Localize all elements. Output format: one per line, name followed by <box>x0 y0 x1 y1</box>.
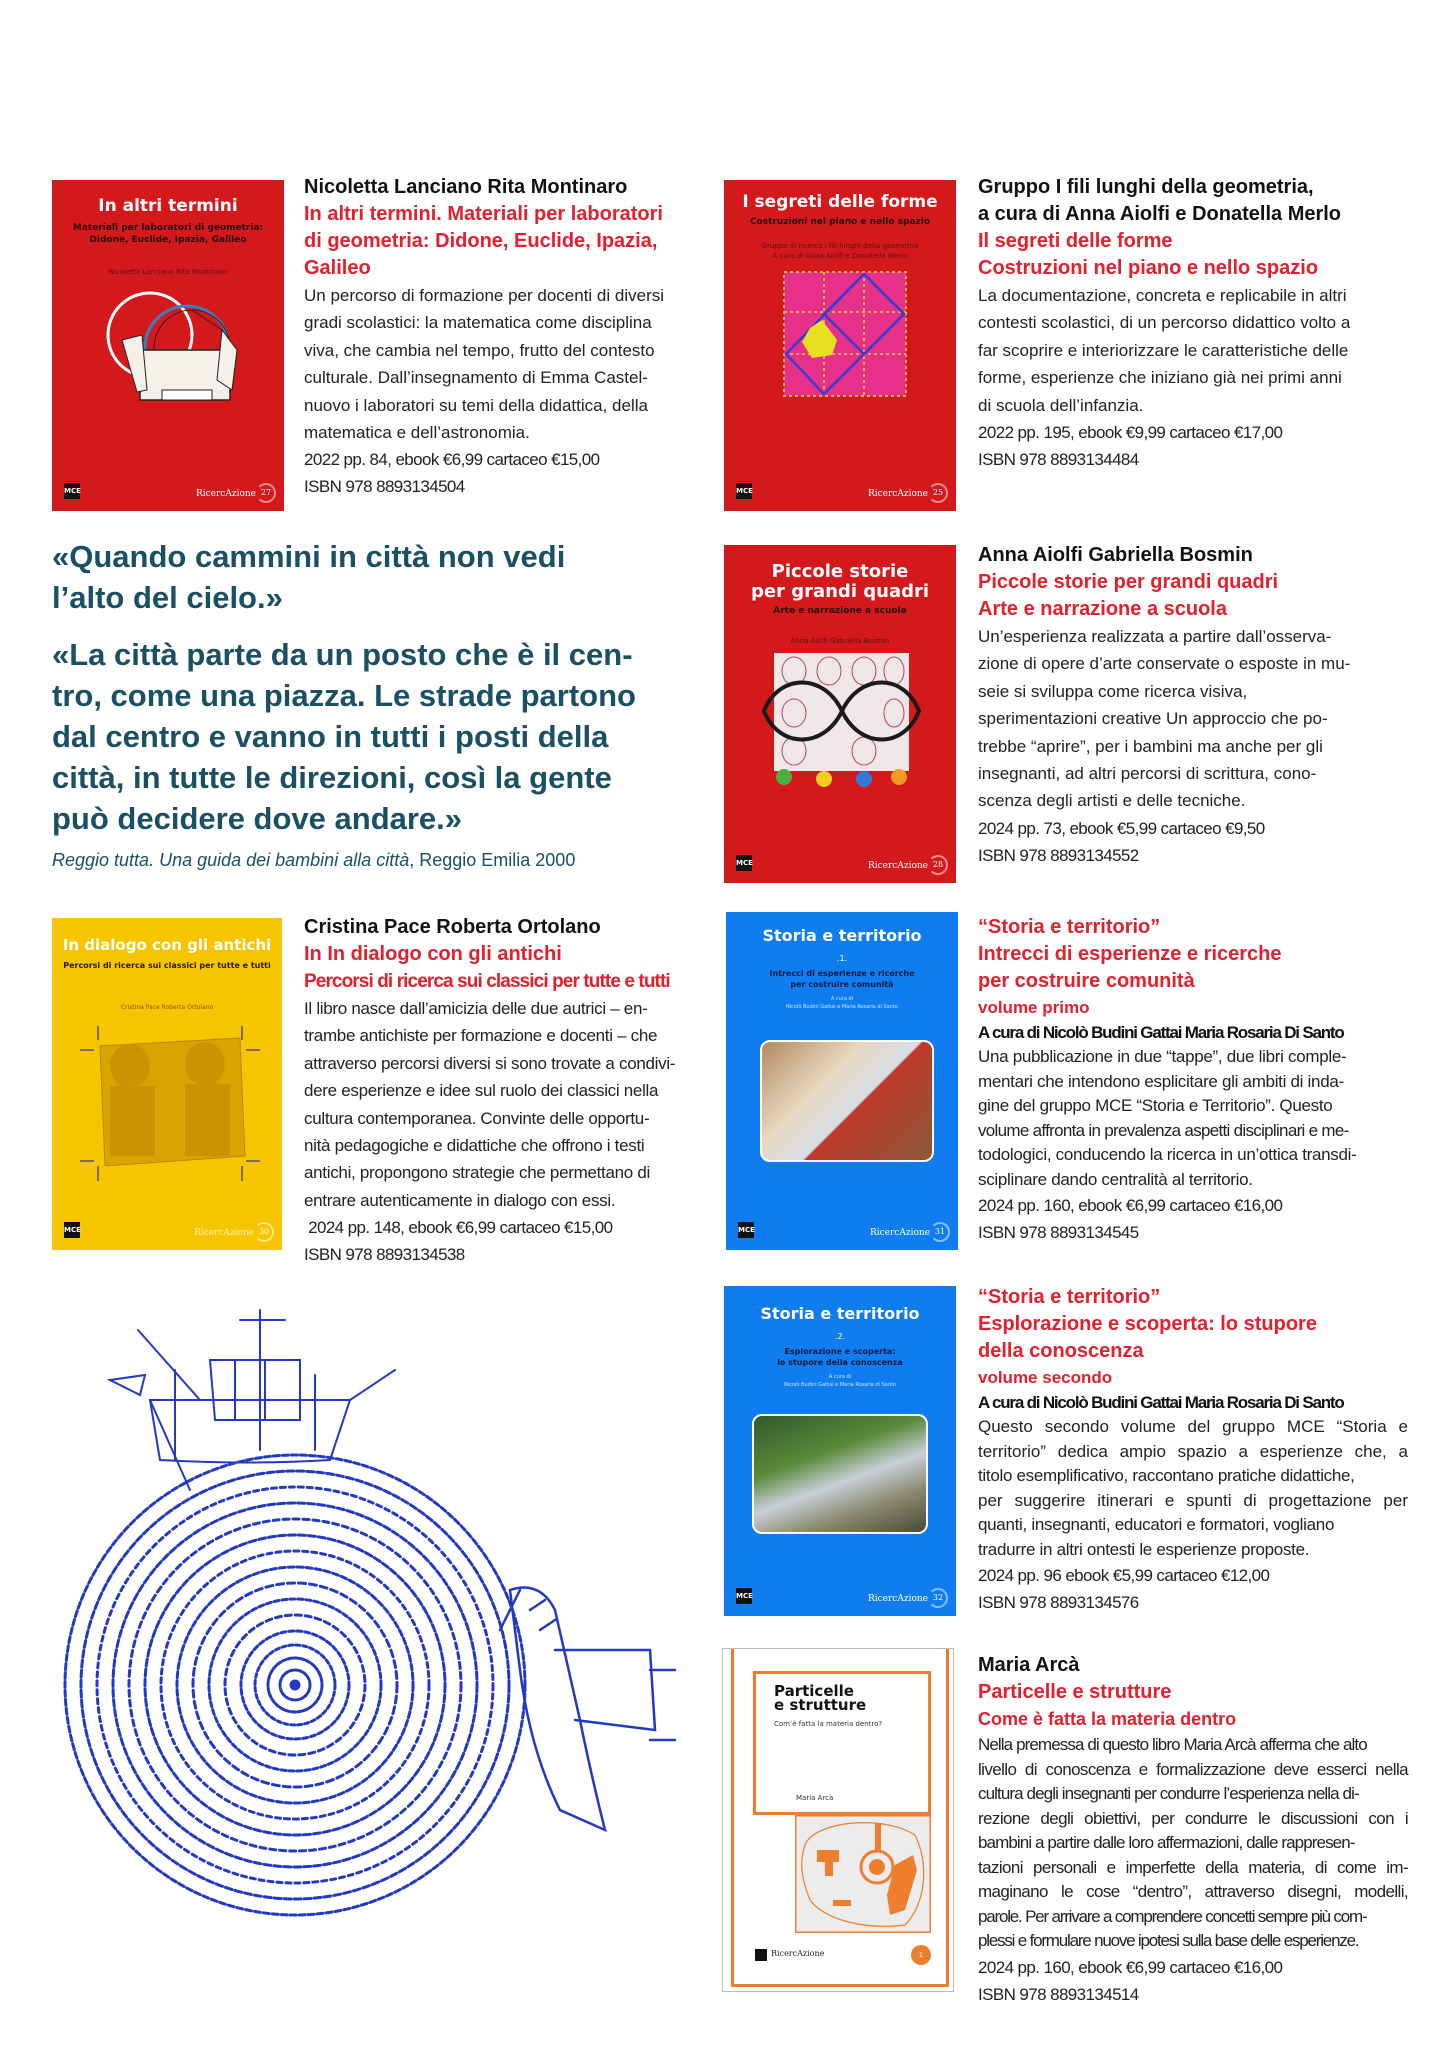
book-price-info: 2024 pp. 160, ebook €6,99 cartaceo €16,00 <box>978 1196 1283 1215</box>
book-title-line: Galileo <box>304 257 371 279</box>
faces-artwork-illustration-icon <box>754 653 929 788</box>
cover-series: RicercAzione <box>771 1949 825 1958</box>
mce-logo-icon: MCE <box>736 483 752 499</box>
cover-authors: Nicoletta Lanciano Rita Montinaro <box>108 268 228 276</box>
book-cover-storia-territorio-1 <box>726 912 958 1250</box>
book-description-line: parole. Per arrivare a comprendere concetti sempre più com- <box>978 1906 1367 1926</box>
book-author: Cristina Pace Roberta Ortolano <box>304 916 601 938</box>
book-cover-piccole-storie <box>724 545 956 883</box>
book-entry-piccole-storie <box>978 542 1408 869</box>
book-isbn: ISBN 978 8893134538 <box>304 1245 465 1265</box>
book-title-line: “Storia e territorio” <box>978 1286 1161 1308</box>
cover-number: 25 <box>928 483 948 503</box>
book-description-line: insegnanti, ad altri percorsi di scrittura, cono- <box>978 764 1317 784</box>
cover-authors-line: Gruppo di ricerca I fili lunghi della geometria <box>761 242 919 250</box>
cover-title: Storia e territorio <box>762 926 922 945</box>
book-description-line: plessi e formulare nuove ipotesi sulla base delle esperienze. <box>978 1931 1359 1950</box>
book-entry-segreti-delle-forme <box>978 174 1408 473</box>
relief-sculpture-illustration-icon <box>80 1026 260 1191</box>
book-description-line: viva, che cambia nel tempo, frutto del contesto <box>304 340 655 360</box>
book-title-line: Percorsi di ricerca sui classici per tutte e tutti <box>304 971 670 992</box>
cover-series: RicercAzione <box>867 861 928 871</box>
book-price-info: 2024 pp. 73, ebook €5,99 cartaceo €9,50 <box>978 818 1265 838</box>
whirlpool-ships-illustration <box>50 1290 690 1970</box>
book-description-line: trambe antichiste per formazione e docenti – che <box>304 1026 658 1046</box>
quote-line: dal centro e vanno in tutti i posti della <box>52 719 609 754</box>
book-title-line: Esplorazione e scoperta: lo stupore <box>978 1313 1317 1335</box>
cover-number: 31 <box>930 1222 950 1242</box>
book-title-line: per costruire comunità <box>978 970 1195 992</box>
quote-source-place: , Reggio Emilia 2000 <box>409 850 576 870</box>
book-editors: A cura di Nicolò Budini Gattai Maria Rosaria Di Santo <box>978 1393 1344 1412</box>
cover-subtitle-line: Esplorazione e scoperta: <box>784 1347 896 1356</box>
book-description-line: Un percorso di formazione per docenti di diversi <box>304 286 665 305</box>
book-description-line: far scoprire e interiorizzare le caratteristiche delle <box>978 340 1349 360</box>
book-description-line: zione di opere d’arte conservate o esposte in mu- <box>978 654 1351 674</box>
cover-series: RicercAzione <box>195 489 256 499</box>
cover-subtitle-line: Intrecci di esperienze e ricerche <box>769 969 915 978</box>
book-description-line: maginano le cose “dentro”, attraverso disegni, modelli, <box>978 1882 1408 1901</box>
book-description-line: cultura contemporanea. Convinte delle opportu- <box>304 1108 650 1128</box>
book-title-line: In In dialogo con gli antichi <box>304 943 562 965</box>
book-price-info: 2022 pp. 195, ebook €9,99 cartaceo €17,00 <box>978 423 1283 443</box>
book-description-line: contesti scolastici, di un percorso didattico volto a <box>978 313 1351 333</box>
book-description-line: attraverso percorsi diversi si sono trovate a condivi- <box>304 1053 676 1073</box>
cover-title-line: per grandi quadri <box>750 581 930 602</box>
cover-volume-number: .2. <box>834 1332 846 1341</box>
ricercazione-logo-icon <box>755 1949 767 1961</box>
cover-series: RicercAzione <box>869 1228 930 1238</box>
pull-quote <box>52 536 692 873</box>
quote-line: «Quando cammini in città non vedi <box>52 539 566 574</box>
geometry-illustration-icon <box>92 280 252 420</box>
cover-subtitle: Percorsi di ricerca sui classici per tutte e tutti <box>63 961 271 970</box>
cover-number: 30 <box>254 1222 274 1242</box>
book-description-line: tradurre in altri ontesti le esperienze proposte. <box>978 1539 1310 1559</box>
book-description-line: sperimentazioni creative Un approccio che po- <box>978 709 1328 729</box>
cover-subtitle-line: per costruire comunità <box>790 980 894 989</box>
book-title-line: “Storia e territorio” <box>978 916 1161 938</box>
cover-number: 1 <box>911 1945 931 1965</box>
book-isbn: ISBN 978 8893134484 <box>978 450 1139 470</box>
book-editors: A cura di Nicolò Budini Gattai Maria Rosaria Di Santo <box>978 1023 1344 1042</box>
quote-first <box>52 536 692 618</box>
book-entry-dialogo-antichi <box>304 914 724 1268</box>
cover-subtitle: Com’è fatta la materia dentro? <box>774 1720 883 1728</box>
cover-subtitle-line: Materiali per laboratori di geometria: <box>72 223 264 233</box>
book-description-line: Il libro nasce dall’amicizia delle due autrici – en- <box>304 999 648 1018</box>
book-author: Nicoletta Lanciano Rita Montinaro <box>304 176 628 198</box>
book-entry-storia-territorio-1 <box>978 914 1408 1246</box>
cover-series: RicercAzione <box>193 1228 254 1238</box>
cover-curators-line: A cura di <box>830 996 854 1002</box>
book-description-line: titolo esemplificativo, raccontano pratiche didattiche, <box>978 1466 1355 1485</box>
quote-line: l’alto del cielo.» <box>52 580 283 615</box>
cover-curators-line: A cura di <box>828 1374 852 1380</box>
book-description-line: livello di conoscenza e formalizzazione deve esserci nella <box>978 1759 1408 1779</box>
book-description-line: Una pubblicazione in due “tappe”, due libri comple- <box>978 1047 1347 1066</box>
book-description-line: per suggerire itinerari e spunti di progettazione per <box>978 1490 1408 1510</box>
mce-logo-icon: MCE <box>64 483 80 499</box>
book-description-line: forme, esperienze che iniziano già nei primi anni <box>978 368 1342 388</box>
cover-title-box <box>753 1671 931 1815</box>
book-description-line: Un’esperienza realizzata a partire dall’osserva- <box>978 627 1332 646</box>
book-cover-storia-territorio-2 <box>724 1286 956 1616</box>
book-description-line: sciplinare dando centralità al territorio. <box>978 1169 1253 1189</box>
book-isbn: ISBN 978 8893134545 <box>978 1223 1139 1242</box>
geometric-shapes-illustration-icon <box>782 270 922 410</box>
book-description-line: volume affronta in prevalenza aspetti disciplinari e me- <box>978 1120 1349 1140</box>
book-description-line: nuovo i laboratori su temi della didattica, della <box>304 395 648 415</box>
book-description-line: trebbe “aprire”, per i bambini ma anche per gli <box>978 736 1323 756</box>
book-title-line: della conoscenza <box>978 1340 1144 1362</box>
quote-line: «La città parte da un posto che è il cen- <box>52 637 633 672</box>
cover-number: 32 <box>928 1588 948 1608</box>
book-volume: volume secondo <box>978 1368 1113 1387</box>
book-description-line: nità pedagogiche e didattiche che offrono i testi <box>304 1136 645 1156</box>
cover-photo <box>752 1414 928 1534</box>
cover-number: 28 <box>928 855 948 875</box>
book-description-line: antichi, propongono strategie che permettano di <box>304 1163 650 1183</box>
cover-title-line: e strutture <box>774 1696 867 1714</box>
book-cover-particelle-strutture <box>722 1648 954 1992</box>
book-title-line: In altri termini. Materiali per laboratori <box>304 203 663 225</box>
book-description-line: matematica e dell’astronomia. <box>304 423 530 443</box>
book-title-line: Particelle e strutture <box>978 1681 1172 1703</box>
quote-line: può decidere dove andare.» <box>52 801 463 836</box>
book-price-info: 2022 pp. 84, ebook €6,99 cartaceo €15,00 <box>304 450 600 470</box>
book-price-info: 2024 pp. 160, ebook €6,99 cartaceo €16,00 <box>978 1957 1283 1977</box>
cover-title: Storia e territorio <box>760 1304 920 1323</box>
cover-subtitle-line: Didone, Euclide, Ipazia, Galileo <box>89 235 247 245</box>
book-description-line: entrare autenticamente in dialogo con essi. <box>304 1190 616 1210</box>
book-author: Anna Aiolfi Gabriella Bosmin <box>978 544 1253 566</box>
book-description-line: dere esperienze e idee sul ruolo dei classici nella <box>304 1081 659 1101</box>
book-description-line: todologici, conducendo la ricerca in un’ottica transdi- <box>978 1145 1357 1164</box>
book-author-line: Gruppo I fili lunghi della geometria, <box>978 176 1314 198</box>
cover-curators-line: Nicolò Budini Gattai e Maria Rosaria di Santo <box>784 1382 896 1388</box>
mce-logo-icon: MCE <box>738 1222 754 1238</box>
book-price-info: 2024 pp. 96 ebook €5,99 cartaceo €12,00 <box>978 1566 1270 1585</box>
book-entry-particelle-strutture <box>978 1652 1408 2008</box>
book-description-line: di scuola dell’infanzia. <box>978 395 1144 415</box>
book-description-line: territorio” dedica ampio spazio a esperienze che, a <box>978 1441 1408 1461</box>
quote-source <box>52 847 692 873</box>
book-price-info: 2024 pp. 148, ebook €6,99 cartaceo €15,00 <box>304 1218 613 1238</box>
book-description-line: gradi scolastici: la matematica come disciplina <box>304 313 652 333</box>
cover-number: 27 <box>256 483 276 503</box>
child-drawing-illustration-icon <box>795 1815 931 1933</box>
quote-second <box>52 634 692 839</box>
cover-volume-number: .1. <box>836 954 848 963</box>
cover-subtitle: Arte e narrazione a scuola <box>773 606 907 616</box>
book-author: Maria Arcà <box>978 1654 1080 1676</box>
book-description-line: gine del gruppo MCE “Storia e Territorio”. Questo <box>978 1096 1333 1115</box>
book-description-line: La documentazione, concreta e replicabile in altri <box>978 286 1347 305</box>
cover-subtitle-line: lo stupore della conoscenza <box>777 1358 903 1367</box>
book-cover-segreti-delle-forme <box>724 180 956 511</box>
book-description-line: Questo secondo volume del gruppo MCE “Storia e <box>978 1417 1408 1436</box>
cover-authors: Anna Aiolfi Gabriella Bosmin <box>790 637 890 645</box>
book-description-line: culturale. Dall’insegnamento di Emma Castel- <box>304 368 648 388</box>
cover-curators-line: Nicolò Budini Gattai e Maria Rosaria di Santo <box>786 1004 898 1010</box>
book-description-line: Nella premessa di questo libro Maria Arcà afferma che alto <box>978 1735 1367 1754</box>
book-title-line: Arte e narrazione a scuola <box>978 598 1227 620</box>
cover-series: RicercAzione <box>867 489 928 499</box>
book-description-line: tazioni personali e imperfette della materia, di come im- <box>978 1857 1408 1877</box>
book-title-line: Intrecci di esperienze e ricerche <box>978 943 1282 965</box>
cover-authors-line: A cura di Anna Aiolfi e Donatella Merlo <box>772 252 908 260</box>
cover-title: In dialogo con gli antichi <box>62 936 272 954</box>
book-description-line: bambini a partire dalle loro affermazioni, dalle rappresen- <box>978 1833 1355 1852</box>
quote-source-title: Reggio tutta. Una guida dei bambini alla città <box>52 850 410 870</box>
cover-title-line: Particelle <box>774 1682 854 1700</box>
book-description-line: rezione degli obiettivi, per condurre le discussioni con i <box>978 1808 1408 1828</box>
cover-title: In altri termini <box>98 196 238 216</box>
mce-logo-icon: MCE <box>736 855 752 871</box>
quote-line: tro, come una piazza. Le strade partono <box>52 678 636 713</box>
mce-logo-icon: MCE <box>64 1222 80 1238</box>
mce-logo-icon: MCE <box>736 1588 752 1604</box>
book-isbn: ISBN 978 8893134576 <box>978 1593 1139 1612</box>
book-isbn: ISBN 978 8893134514 <box>978 1984 1139 2004</box>
book-description-line: scenza degli artisti e delle tecniche. <box>978 791 1246 811</box>
book-isbn: ISBN 978 8893134552 <box>978 845 1139 865</box>
book-author-line: a cura di Anna Aiolfi e Donatella Merlo <box>978 203 1342 225</box>
book-cover-dialogo-antichi <box>52 918 282 1250</box>
book-description-line: quanti, insegnanti, educatori e formatori, vogliano <box>978 1515 1335 1534</box>
book-volume: volume primo <box>978 998 1090 1017</box>
cover-series: RicercAzione <box>867 1594 928 1604</box>
cover-authors: Cristina Pace Roberta Ortolano <box>120 1004 214 1011</box>
book-cover-in-altri-termini <box>52 180 284 511</box>
quote-line: città, in tutte le direzioni, così la gente <box>52 760 612 795</box>
book-title-line: Come è fatta la materia dentro <box>978 1709 1237 1729</box>
book-title-line: Costruzioni nel piano e nello spazio <box>978 257 1319 279</box>
book-description-line: seie si sviluppa come ricerca visiva, <box>978 681 1248 701</box>
book-title-line: di geometria: Didone, Euclide, Ipazia, <box>304 230 658 252</box>
cover-title: I segreti delle forme <box>742 192 938 212</box>
book-title-line: Il segreti delle forme <box>978 230 1173 252</box>
book-entry-storia-territorio-2 <box>978 1284 1408 1616</box>
book-title-line: Piccole storie per grandi quadri <box>978 571 1279 593</box>
book-description-line: cultura degli insegnanti per condurre l’esperienza nella di- <box>978 1784 1359 1803</box>
cover-title-line: Piccole storie <box>771 561 909 582</box>
cover-author: Maria Arcà <box>796 1794 834 1802</box>
cover-photo <box>760 1040 934 1162</box>
cover-subtitle: Costruzioni nel piano e nello spazio <box>749 217 931 227</box>
book-description-line: mentari che intendono esplicitare gli ambiti di inda- <box>978 1071 1344 1091</box>
book-isbn: ISBN 978 8893134504 <box>304 477 465 497</box>
book-entry-in-altri-termini <box>304 174 724 500</box>
